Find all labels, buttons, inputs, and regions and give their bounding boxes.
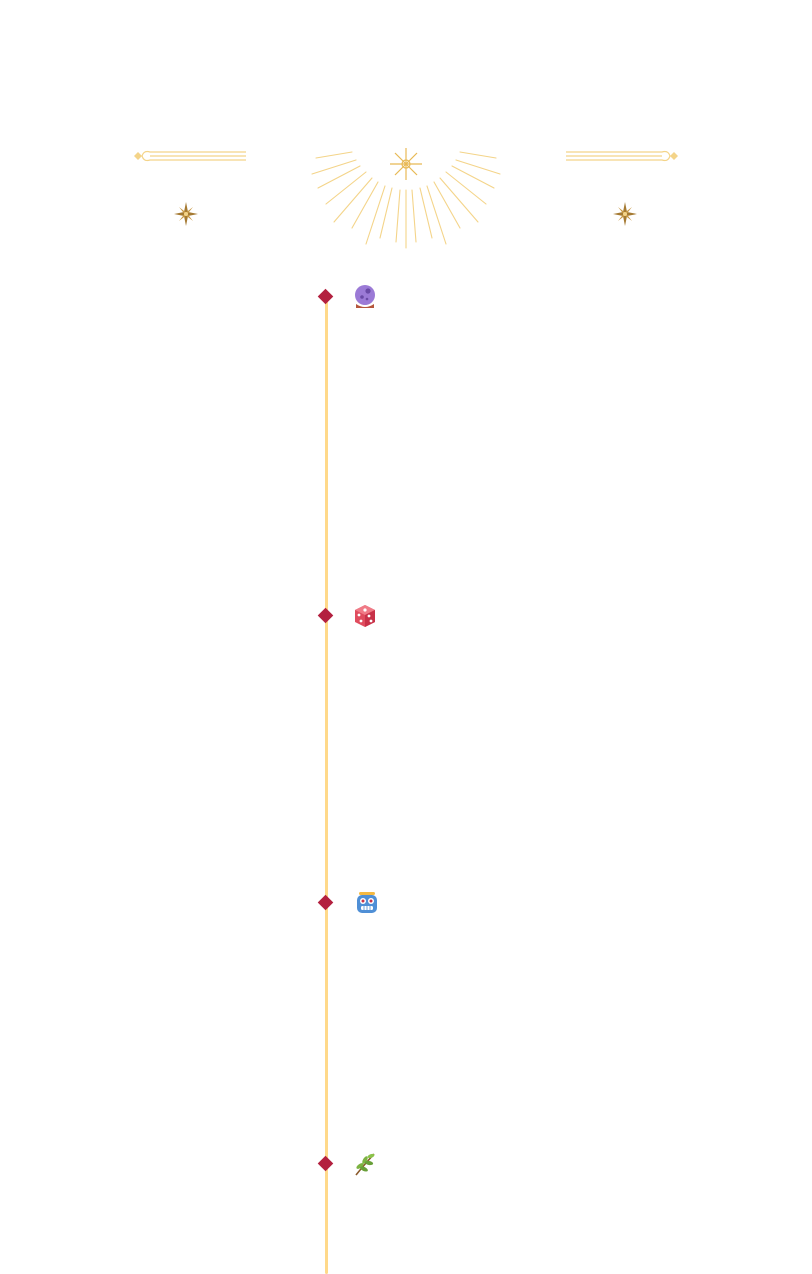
timeline-marker <box>318 1156 334 1172</box>
timeline-line <box>325 298 328 1274</box>
robot-icon <box>354 890 380 916</box>
timeline-marker <box>318 895 334 911</box>
herb-icon <box>352 1151 378 1177</box>
timeline-item <box>0 1158 812 1198</box>
timeline-marker <box>318 608 334 624</box>
timeline-marker <box>318 289 334 305</box>
timeline-item <box>0 610 812 650</box>
crystal-ball-icon <box>352 284 378 310</box>
game-die-icon <box>352 603 378 629</box>
timeline-item <box>0 897 812 937</box>
timeline-item <box>0 291 812 331</box>
